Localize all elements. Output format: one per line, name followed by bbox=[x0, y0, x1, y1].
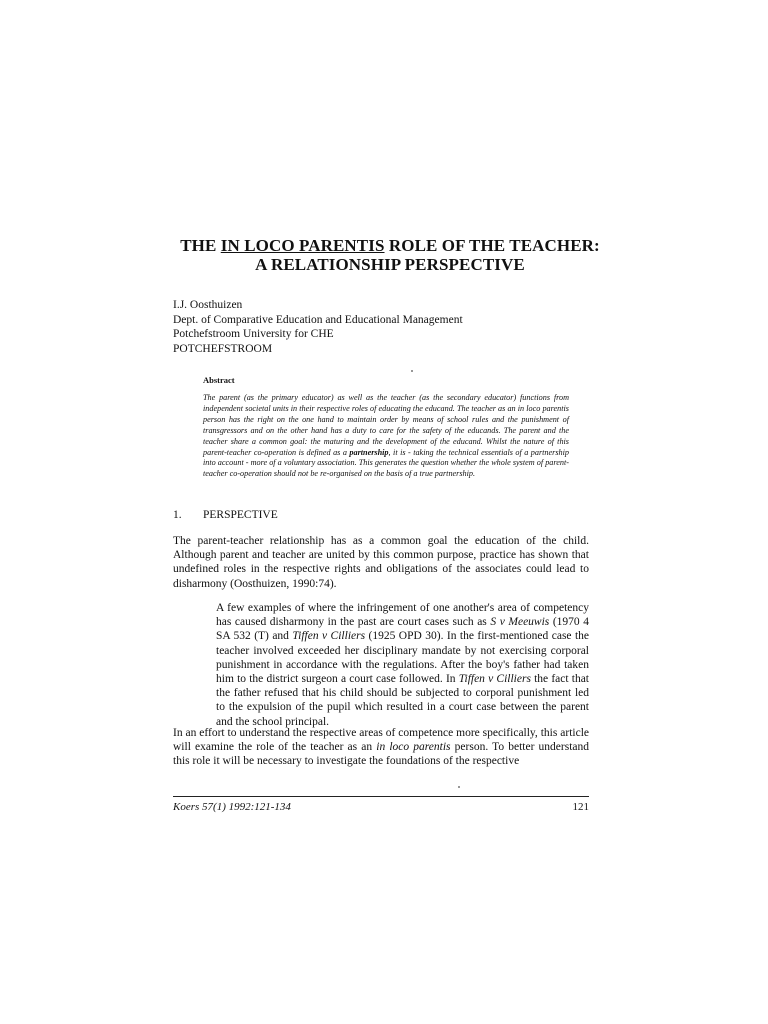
quote-text: the fact that the father refused that his child should be subjected to corporal punishment led to the expulsion of the pupil which resulted in a court case between the parent and the school principal. bbox=[216, 673, 590, 728]
body-paragraph-2 bbox=[173, 726, 589, 769]
author-city: POTCHEFSTROOM bbox=[173, 342, 273, 355]
journal-citation: Koers 57(1) 1992:121-134 bbox=[173, 801, 291, 813]
author-department: Dept. of Comparative Education and Educational Management bbox=[173, 313, 463, 326]
section-number: 1. bbox=[173, 509, 182, 521]
title-underlined-text: IN LOCO PARENTIS bbox=[220, 236, 385, 255]
quote-text: (1925 OPD 30). In the first-mentioned case the teacher involved exceeded her disciplinary mandate by not exercising corporal punishment in accordance with the regulations. After the boy's father had taken him to the district surgeon a court case followed. In bbox=[216, 630, 590, 686]
case-name: S v Meeuwis bbox=[490, 616, 550, 629]
author-university: Potchefstroom University for CHE bbox=[173, 328, 334, 340]
quote-text: (1970 4 SA 532 (T) and bbox=[216, 616, 589, 643]
author-name: I.J. Oosthuizen bbox=[173, 299, 243, 311]
abstract-heading: Abstract bbox=[203, 375, 235, 385]
page-number: 121 bbox=[572, 801, 589, 813]
title-line-2: A RELATIONSHIP PERSPECTIVE bbox=[255, 255, 525, 274]
title-text: THE bbox=[180, 236, 221, 255]
case-name: Tiffen v Cilliers bbox=[458, 673, 531, 686]
scan-speck bbox=[458, 786, 460, 788]
case-name: Tiffen v Cilliers bbox=[292, 630, 366, 643]
abstract-bold-term: partnership bbox=[349, 447, 389, 457]
title-line-1 bbox=[160, 236, 620, 255]
paragraph-text: person. To better understand this role it will be necessary to investigate the foundations of the respective bbox=[173, 741, 590, 768]
indented-quote bbox=[216, 601, 589, 729]
article-title bbox=[160, 236, 620, 274]
abstract-text-part: , it is - taking the technical essentials of a partnership into account - more of a voluntary association. This generates the question whether the whole system of parent-teacher co-operation should not be re-organised on the basis of a true partnership. bbox=[203, 447, 569, 479]
italic-term: in loco parentis bbox=[376, 741, 451, 754]
scan-speck bbox=[411, 370, 413, 372]
author-block bbox=[173, 298, 463, 356]
title-text: ROLE OF THE TEACHER: bbox=[384, 236, 600, 255]
paragraph-text: In an effort to understand the respective areas of competence more specifically, this article will examine the role of the teacher as an bbox=[173, 727, 589, 754]
section-title: PERSPECTIVE bbox=[203, 509, 278, 521]
section-heading bbox=[173, 509, 278, 521]
body-paragraph-1: The parent-teacher relationship has as a common goal the education of the child. Although parent and teacher are united by this common purpose, practice has shown that undefined roles in the respective rights and obligations of the associates could lead to disharmony (Oosthuizen, 1990:74). bbox=[173, 535, 589, 590]
abstract-text-part: The parent (as the primary educator) as well as the teacher (as the secondary educator) functions from independent societal units in their respective roles of educating the educand. The teacher as an in loco parentis person has the right on the one hand to maintain order by means of school rules and the punishment of transgressors and on the other hand has a duty to care for the safety of the educands. The parent and the teacher share a common goal: the maturing and the development of the educand. Whilst the nature of this parent-teacher co-operation is defined as a bbox=[203, 393, 569, 457]
abstract-text bbox=[203, 393, 569, 480]
footer-rule bbox=[173, 796, 589, 797]
quote-text: A few examples of where the infringement of one another's area of competency has caused disharmony in the past are court cases such as bbox=[216, 602, 589, 629]
